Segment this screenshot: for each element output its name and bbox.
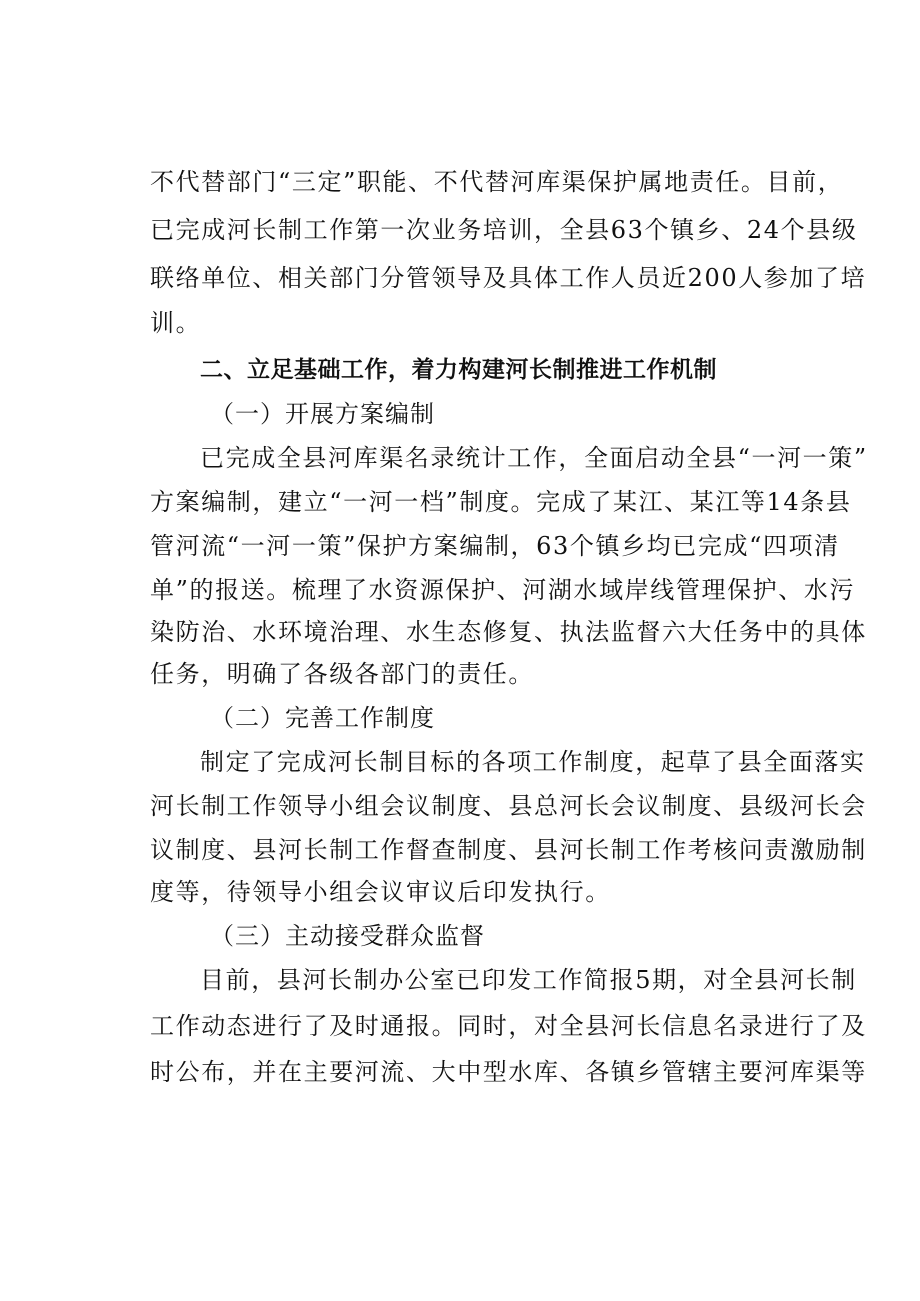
paragraph-line: 时公布，并在主要河流、大中型水库、各镇乡管辖主要河库渠等: [150, 1058, 867, 1086]
paragraph-line: 联络单位、相关部门分管领导及具体工作人员近200人参加了培: [150, 264, 867, 292]
subsection-title: （二）完善工作制度: [210, 704, 435, 732]
paragraph-line: 不代替部门“三定”职能、不代替河库渠保护属地责任。目前，: [150, 168, 844, 196]
paragraph-line: 单”的报送。梳理了水资源保护、河湖水域岸线管理保护、水污: [150, 576, 856, 604]
paragraph-line: 训。: [150, 309, 202, 337]
paragraph-line: 染防治、水环境治理、水生态修复、执法监督六大任务中的具体: [150, 618, 867, 646]
section-heading: 二、立足基础工作，着力构建河长制推进工作机制: [200, 357, 717, 383]
subsection-title: （三）主动接受群众监督: [210, 922, 485, 950]
paragraph-line: 制定了完成河长制目标的各项工作制度，起草了县全面落实: [200, 748, 866, 776]
paragraph-line: 议制度、县河长制工作督查制度、县河长制工作考核问责激励制: [150, 836, 867, 864]
subsection-title: （一）开展方案编制: [210, 400, 435, 428]
paragraph-line: 度等，待领导小组会议审议后印发执行。: [150, 878, 611, 906]
paragraph-line: 管河流“一河一策”保护方案编制，63个镇乡均已完成“四项清: [150, 532, 840, 560]
paragraph-line: 任务，明确了各级各部门的责任。: [150, 660, 534, 688]
paragraph-line: 河长制工作领导小组会议制度、县总河长会议制度、县级河长会: [150, 792, 867, 820]
paragraph-line: 目前，县河长制办公室已印发工作简报5期，对全县河长制: [200, 966, 857, 994]
paragraph-line: 已完成全县河库渠名录统计工作，全面启动全县“一河一策”: [200, 444, 868, 472]
paragraph-line: 工作动态进行了及时通报。同时，对全县河长信息名录进行了及: [150, 1012, 867, 1040]
paragraph-line: 已完成河长制工作第一次业务培训，全县63个镇乡、24个县级: [150, 216, 858, 244]
paragraph-line: 方案编制，建立“一河一档”制度。完成了某江、某江等14条县: [150, 488, 852, 516]
